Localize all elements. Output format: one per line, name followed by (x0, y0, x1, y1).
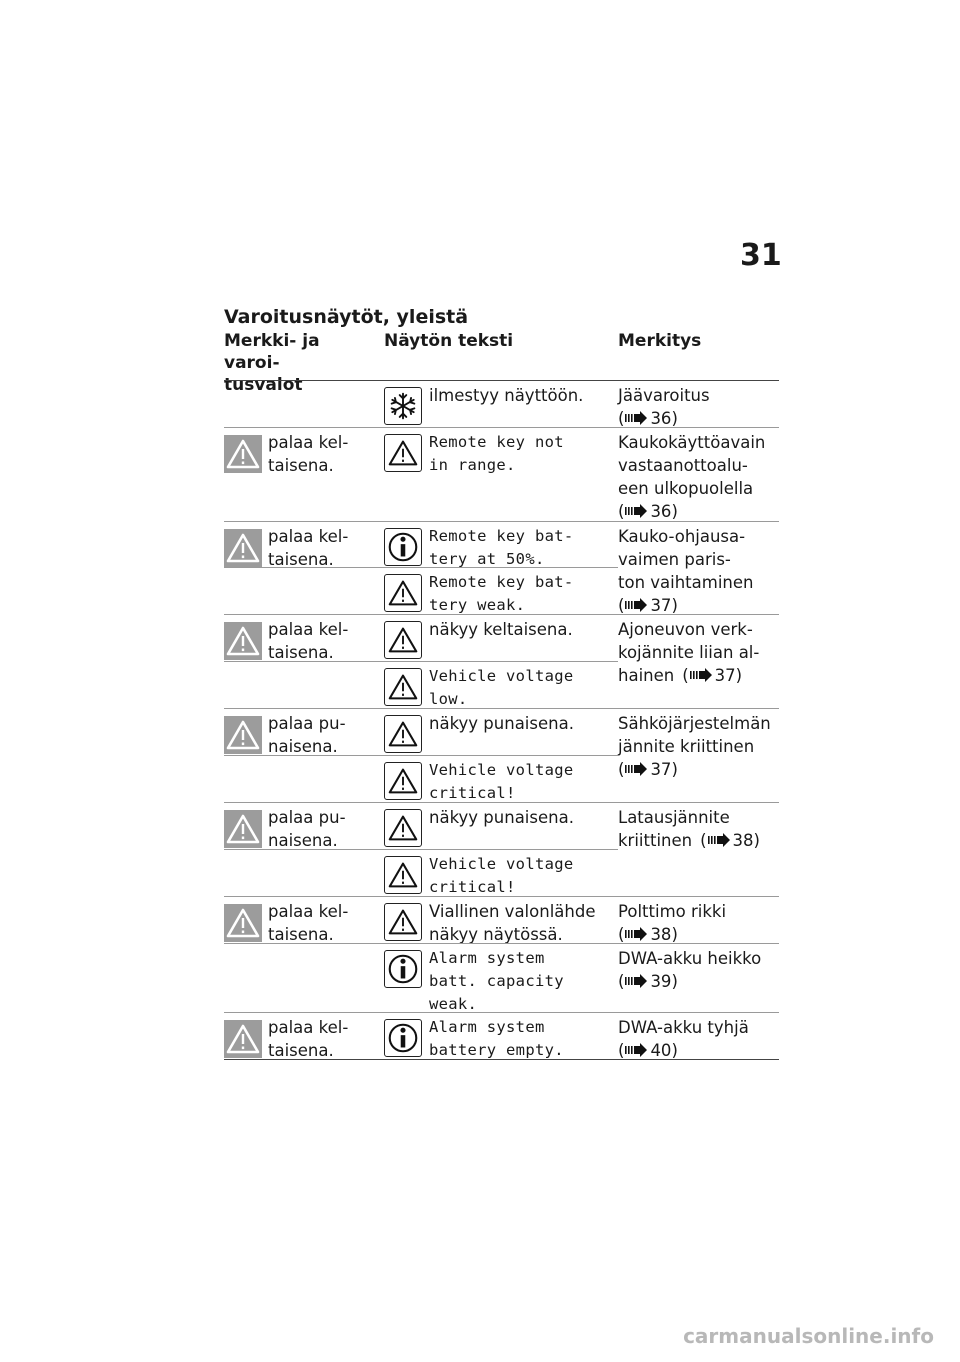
arrow-reference-icon (625, 501, 647, 515)
row-divider (224, 567, 618, 568)
meaning-label: Polttimo rikki (618, 902, 727, 921)
page-reference-number: 38 (732, 831, 754, 850)
arrow-reference-icon (625, 971, 647, 985)
warning-triangle-icon (384, 903, 422, 941)
table-header-rule (224, 380, 779, 381)
display-text: Remote key not in range. (429, 433, 564, 474)
warning-lamp-icon (224, 622, 262, 660)
meaning-text (618, 806, 783, 852)
page-reference-link[interactable]: ( 36) (618, 502, 678, 521)
warning-lamp-icon (224, 904, 262, 942)
warning-lamp-icon (224, 529, 262, 567)
lamp-state-text: palaa pu- naisena. (268, 714, 346, 756)
row-divider (224, 755, 618, 756)
row-divider (224, 896, 779, 897)
meaning-text (618, 947, 783, 993)
section-title: Varoitusnäytöt, yleistä (224, 306, 469, 328)
warning-triangle-icon (384, 574, 422, 612)
page-reference-number: 37 (714, 666, 736, 685)
page-reference-number: 37 (650, 596, 672, 615)
page-reference-link[interactable]: ( 38) (618, 925, 678, 944)
watermark: carmanualsonline.info (683, 1324, 934, 1348)
display-text: Alarm system batt. capacity weak. (429, 949, 564, 1013)
display-text: Alarm system battery empty. (429, 1018, 564, 1059)
warning-triangle-icon (384, 856, 422, 894)
arrow-reference-icon (625, 924, 647, 938)
display-text: Vehicle voltage critical! (429, 855, 574, 896)
lamp-state-text: palaa kel- taisena. (268, 433, 349, 475)
warning-lamp-icon (224, 435, 262, 473)
warning-triangle-icon (384, 434, 422, 472)
meaning-label: Kauko-ohjausa- vaimen paris- ton vaihtaminen (618, 527, 754, 592)
page-number: 31 (740, 238, 782, 273)
page-reference-link[interactable]: ( 37) (618, 596, 678, 615)
page-reference-number: 38 (650, 925, 672, 944)
display-text: Vehicle voltage low. (429, 667, 574, 708)
warning-triangle-icon (384, 621, 422, 659)
display-text: Remote key bat- tery weak. (429, 573, 574, 614)
info-icon (384, 950, 422, 988)
meaning-label: DWA-akku tyhjä (618, 1018, 749, 1037)
meaning-text (618, 384, 783, 430)
warning-triangle-icon (384, 668, 422, 706)
snowflake-icon (384, 387, 422, 425)
page-reference-number: 36 (650, 409, 672, 428)
lamp-state-text: palaa kel- taisena. (268, 1018, 349, 1060)
row-divider (224, 427, 779, 428)
page-reference-number: 39 (650, 972, 672, 991)
meaning-label: Kaukokäyttöavain vastaanottoalu- een ulkopuolella (618, 433, 766, 498)
lamp-state-text: palaa pu- naisena. (268, 808, 346, 850)
arrow-reference-icon (690, 665, 712, 679)
page-reference-link[interactable]: ( 36) (618, 409, 678, 428)
arrow-reference-icon (708, 830, 730, 844)
display-text: Vehicle voltage critical! (429, 761, 574, 802)
display-text: Viallinen valonlähde näkyy näytössä. (429, 902, 596, 944)
meaning-label: Sähköjärjestelmän jännite kriittinen (618, 714, 771, 756)
row-divider (224, 849, 618, 850)
page-reference-link[interactable]: ( 40) (618, 1041, 678, 1060)
meaning-text (618, 712, 783, 781)
header-display-text: Näytön teksti (384, 331, 514, 351)
row-divider (224, 802, 779, 803)
page-reference-link[interactable]: ( 38) (700, 831, 760, 850)
meaning-label: DWA-akku heikko (618, 949, 762, 968)
page-reference-number: 40 (650, 1041, 672, 1060)
lamp-state-text: palaa kel- taisena. (268, 620, 349, 662)
page-reference-link[interactable]: ( 39) (618, 972, 678, 991)
warning-lamp-icon (224, 810, 262, 848)
warning-triangle-icon (384, 715, 422, 753)
arrow-reference-icon (625, 595, 647, 609)
row-divider (224, 521, 779, 522)
info-icon (384, 1019, 422, 1057)
warning-lamp-icon (224, 716, 262, 754)
warning-triangle-icon (384, 809, 422, 847)
display-text: näkyy punaisena. (429, 714, 574, 733)
meaning-label: Latausjännite kriittinen (618, 808, 730, 850)
display-text: ilmestyy näyttöön. (429, 386, 584, 405)
display-text: Remote key bat- tery at 50%. (429, 527, 574, 568)
warning-lamp-icon (224, 1020, 262, 1058)
header-meaning: Merkitys (618, 331, 702, 351)
arrow-reference-icon (625, 408, 647, 422)
page-reference-link[interactable]: ( 37) (618, 760, 678, 779)
display-text: näkyy punaisena. (429, 808, 574, 827)
page-reference-number: 36 (650, 502, 672, 521)
page-reference-number: 37 (650, 760, 672, 779)
display-text: näkyy keltaisena. (429, 620, 573, 639)
row-divider (224, 661, 618, 662)
meaning-text (618, 525, 783, 617)
row-divider (224, 708, 779, 709)
header-signal-lights: Merkki- ja varoi- tusvalot (224, 331, 320, 395)
meaning-text (618, 618, 783, 687)
meaning-text (618, 900, 783, 946)
table-bottom-rule (224, 1059, 779, 1060)
meaning-label: Ajoneuvon verk- kojännite liian al- hainen (618, 620, 760, 685)
row-divider (224, 943, 779, 944)
warning-triangle-icon (384, 762, 422, 800)
info-icon (384, 528, 422, 566)
meaning-text (618, 431, 783, 523)
arrow-reference-icon (625, 1040, 647, 1054)
meaning-text (618, 1016, 783, 1062)
row-divider (224, 1012, 779, 1013)
row-divider (224, 614, 779, 615)
meaning-label: Jäävaroitus (618, 386, 710, 405)
lamp-state-text: palaa kel- taisena. (268, 527, 349, 569)
arrow-reference-icon (625, 759, 647, 773)
lamp-state-text: palaa kel- taisena. (268, 902, 349, 944)
page-reference-link[interactable]: ( 37) (682, 666, 743, 685)
